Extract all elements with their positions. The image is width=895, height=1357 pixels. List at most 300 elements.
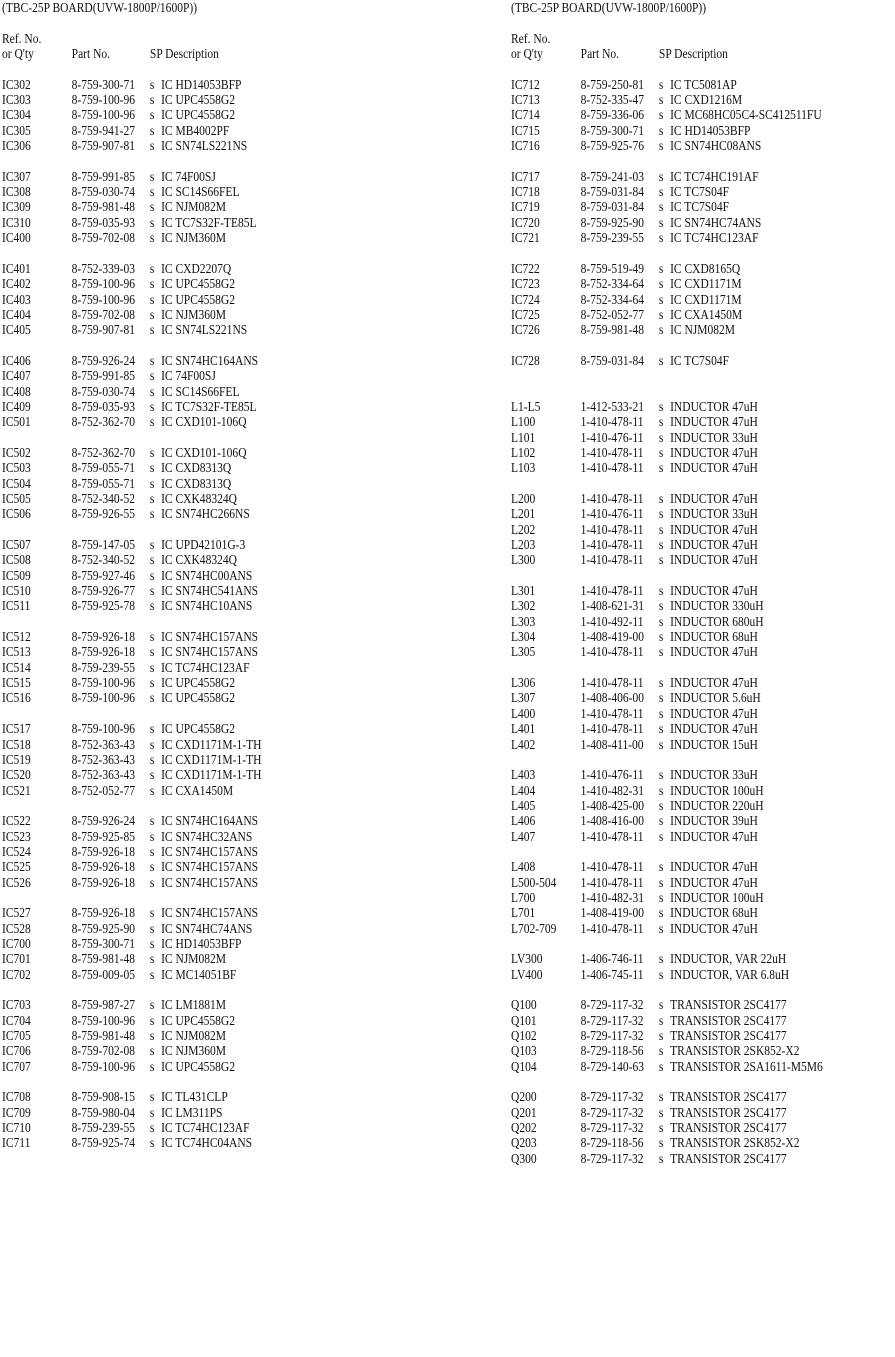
description: IC UPD42101G-3 (161, 537, 246, 553)
ref-no: L202 (511, 521, 536, 537)
description: IC CXD8313Q (161, 475, 232, 491)
part-no: 1-410-476-11 (580, 506, 644, 522)
part-no: 1-410-478-11 (580, 491, 644, 506)
ref-no: L1-L5 (511, 398, 541, 414)
ref-no: IC304 (2, 107, 31, 123)
parts-row (2, 460, 261, 475)
part-no: 8-759-030-74 (71, 383, 135, 399)
parts-row (2, 660, 261, 675)
sp-code: s (149, 1120, 155, 1136)
part-no: 1-410-478-11 (580, 859, 644, 875)
part-no: 8-759-941-27 (71, 122, 135, 138)
ref-no: Q200 (511, 1089, 537, 1105)
ref-no: L701 (511, 905, 536, 921)
part-no: 8-759-925-74 (71, 1135, 135, 1151)
part-no: 8-759-908-15 (71, 1089, 135, 1105)
description: INDUCTOR 47uH (670, 721, 758, 737)
sp-code: s (658, 813, 664, 829)
parts-row (2, 829, 261, 844)
sp-code: s (658, 598, 664, 614)
description: INDUCTOR 39uH (670, 813, 758, 829)
description: IC SN74HC541ANS (161, 583, 259, 599)
ref-no: L200 (511, 491, 536, 506)
sp-code: s (149, 506, 155, 522)
sp-code: s (658, 291, 664, 307)
part-no: 8-759-055-71 (71, 475, 135, 491)
sp-code: s (149, 721, 155, 737)
parts-row (2, 813, 261, 828)
spacer (2, 338, 304, 353)
spacer (511, 153, 873, 168)
sp-code: s (658, 629, 664, 645)
description: TRANSISTOR 2SC4177 (670, 1104, 787, 1120)
description: INDUCTOR 47uH (670, 398, 758, 414)
ref-no: IC715 (511, 122, 540, 138)
ref-no: IC516 (2, 690, 31, 706)
part-no: 8-759-926-77 (71, 583, 135, 599)
sp-code: s (149, 567, 155, 583)
parts-row (511, 1028, 823, 1043)
parts-row (511, 138, 823, 153)
description: IC MC14051BF (161, 966, 237, 982)
ref-no: IC709 (2, 1104, 31, 1120)
parts-row (511, 1135, 823, 1150)
parts-row (511, 583, 823, 598)
part-no: 8-759-981-48 (71, 1028, 135, 1044)
parts-row (511, 353, 823, 368)
sp-code: s (149, 1104, 155, 1120)
parts-row (511, 997, 823, 1012)
part-no: 8-759-147-05 (71, 537, 135, 553)
ref-no: IC515 (2, 675, 31, 691)
ref-no: L304 (511, 629, 536, 645)
sp-code: s (658, 1043, 664, 1059)
part-no: 8-759-100-96 (71, 291, 135, 307)
part-no: 8-759-250-81 (580, 76, 644, 92)
ref-no: L101 (511, 429, 536, 445)
ref-no: IC401 (2, 260, 31, 276)
ref-no: IC724 (511, 291, 540, 307)
description: IC NJM360M (161, 1043, 227, 1059)
parts-row (511, 399, 823, 414)
sp-code: s (658, 1104, 664, 1120)
ref-no: L403 (511, 767, 536, 783)
part-no: 8-759-980-04 (71, 1104, 135, 1120)
description: IC SN74HC266NS (161, 506, 250, 522)
sp-code: s (149, 736, 155, 752)
sp-code: s (149, 905, 155, 921)
sp-code: s (149, 76, 155, 92)
part-no: 8-752-334-64 (580, 276, 644, 292)
description: IC CXD1171M (670, 291, 742, 307)
description: IC SN74HC157ANS (161, 644, 259, 660)
part-no-heading: Part No. (580, 46, 620, 62)
parts-row (511, 1120, 823, 1135)
ref-no: IC711 (2, 1135, 31, 1151)
sp-code: s (149, 107, 155, 123)
part-no: 8-759-925-78 (71, 598, 135, 614)
description: IC SN74HC157ANS (161, 843, 259, 859)
description: INDUCTOR 47uH (670, 920, 758, 936)
spacer (511, 368, 873, 383)
parts-row (2, 997, 261, 1012)
description: INDUCTOR 220uH (670, 797, 764, 813)
sp-code: s (149, 1028, 155, 1044)
parts-row (511, 967, 823, 982)
parts-row (511, 1013, 823, 1028)
sp-code: s (149, 843, 155, 859)
qty-heading: or Q'ty (2, 46, 34, 62)
part-no: 8-729-117-32 (580, 1120, 644, 1136)
ref-no: Q102 (511, 1028, 537, 1044)
spacer (511, 660, 873, 675)
description: INDUCTOR 33uH (670, 429, 758, 445)
parts-row (2, 967, 261, 982)
sp-code: s (658, 1012, 664, 1028)
board-header-text: (TBC-25P BOARD(UVW-1800P/1600P)) (511, 0, 707, 15)
parts-row (2, 552, 261, 567)
part-no: 8-729-117-32 (580, 1028, 644, 1044)
spacer (511, 982, 873, 997)
part-no: 8-759-100-96 (71, 675, 135, 691)
parts-row (511, 951, 823, 966)
sp-code: s (149, 813, 155, 829)
ref-no: L201 (511, 506, 536, 522)
description: IC TC7S32F-TE85L (161, 214, 257, 230)
sp-code: s (149, 184, 155, 200)
ref-no: IC526 (2, 874, 31, 890)
description: INDUCTOR 47uH (670, 414, 758, 430)
ref-no: IC723 (511, 276, 540, 292)
sp-code: s (149, 460, 155, 476)
ref-no: Q201 (511, 1104, 537, 1120)
part-no: 8-759-925-90 (580, 214, 644, 230)
parts-row (511, 292, 823, 307)
part-no: 8-729-117-32 (580, 1104, 644, 1120)
description: IC SN74HC157ANS (161, 859, 259, 875)
ref-no: IC519 (2, 751, 31, 767)
board-header-text: (TBC-25P BOARD(UVW-1800P/1600P)) (2, 0, 198, 15)
part-no: 8-729-117-32 (580, 1150, 644, 1166)
part-no: 1-408-425-00 (580, 797, 644, 813)
description: INDUCTOR 68uH (670, 905, 758, 921)
sp-code: s (658, 552, 664, 568)
ref-no: IC513 (2, 644, 31, 660)
description: TRANSISTOR 2SC4177 (670, 1120, 787, 1136)
part-no: 8-759-035-93 (71, 398, 135, 414)
ref-no: IC522 (2, 813, 31, 829)
spacer (511, 476, 873, 491)
parts-row (2, 230, 261, 245)
description: TRANSISTOR 2SA1611-M5M6 (670, 1058, 823, 1074)
ref-no: IC707 (2, 1058, 31, 1074)
part-no: 1-410-478-11 (580, 521, 644, 537)
ref-no: L303 (511, 613, 536, 629)
part-no: 1-408-406-00 (580, 690, 644, 706)
ref-no: IC701 (2, 951, 31, 967)
part-no: 8-752-339-03 (71, 260, 135, 276)
sp-code: s (658, 1028, 664, 1044)
parts-row (511, 199, 823, 214)
description: INDUCTOR 680uH (670, 613, 764, 629)
description: IC NJM082M (670, 322, 736, 338)
sp-code: s (149, 260, 155, 276)
sp-code: s (658, 491, 664, 506)
sp-code: s (149, 352, 155, 368)
part-no: 8-759-702-08 (71, 230, 135, 246)
part-no: 8-759-009-05 (71, 966, 135, 982)
sp-code: s (149, 951, 155, 967)
description: INDUCTOR 100uH (670, 782, 764, 798)
part-no: 8-759-239-55 (71, 1120, 135, 1136)
ref-no: IC720 (511, 214, 540, 230)
ref-no: IC708 (2, 1089, 31, 1105)
description: IC CXA1450M (161, 782, 234, 798)
parts-row (511, 307, 823, 322)
sp-code: s (658, 322, 664, 338)
parts-row (2, 184, 261, 199)
ref-no: L404 (511, 782, 536, 798)
part-no: 1-410-478-11 (580, 583, 644, 599)
description: IC HD14053BFP (161, 76, 242, 92)
description: IC CXK48324Q (161, 552, 237, 568)
part-no: 8-759-300-71 (580, 122, 644, 138)
part-no: 8-759-100-96 (71, 276, 135, 292)
part-no: 8-759-100-96 (71, 1058, 135, 1074)
sp-code: s (658, 705, 664, 721)
ref-no: L307 (511, 690, 536, 706)
sp-code: s (149, 935, 155, 951)
parts-row (2, 1043, 261, 1058)
parts-row (511, 798, 823, 813)
sp-code: s (149, 444, 155, 460)
part-no: 8-752-363-43 (71, 736, 135, 752)
sp-description-heading: SP Description (149, 46, 219, 62)
description: IC SN74HC08ANS (670, 138, 762, 154)
sp-code: s (149, 276, 155, 292)
parts-row (2, 629, 261, 644)
parts-row (2, 1013, 261, 1028)
part-no: 1-408-621-31 (580, 598, 644, 614)
parts-row (2, 107, 261, 122)
ref-no: IC713 (511, 92, 540, 108)
spacer (511, 61, 873, 76)
spacer (511, 844, 873, 859)
parts-row (2, 1120, 261, 1135)
parts-row (511, 905, 823, 920)
parts-row (511, 537, 823, 552)
spacer (2, 246, 304, 261)
parts-row (2, 844, 261, 859)
ref-no: IC504 (2, 475, 31, 491)
sp-code: s (658, 92, 664, 108)
sp-code: s (149, 368, 155, 384)
ref-no: L100 (511, 414, 536, 430)
part-no: 8-752-052-77 (71, 782, 135, 798)
ref-no: IC527 (2, 905, 31, 921)
sp-code: s (658, 199, 664, 215)
part-no: 1-410-478-11 (580, 920, 644, 936)
description: IC LM1881M (161, 997, 227, 1013)
ref-no: L103 (511, 460, 536, 476)
ref-no: Q300 (511, 1150, 537, 1166)
spacer (511, 384, 873, 399)
part-no: 1-406-745-11 (580, 966, 644, 982)
ref-no: Q103 (511, 1043, 537, 1059)
description: INDUCTOR 33uH (670, 506, 758, 522)
sp-code: s (658, 797, 664, 813)
part-no: 8-759-035-93 (71, 214, 135, 230)
part-no: 8-752-340-52 (71, 491, 135, 506)
ref-no: L700 (511, 889, 536, 905)
sp-code: s (658, 920, 664, 936)
ref-no: L407 (511, 828, 536, 844)
spacer (2, 430, 304, 445)
sp-code: s (658, 767, 664, 783)
sp-code: s (658, 583, 664, 599)
sp-code: s (149, 828, 155, 844)
part-no: 1-410-482-31 (580, 889, 644, 905)
ref-no: L306 (511, 675, 536, 691)
parts-row (2, 568, 261, 583)
ref-no: Q203 (511, 1135, 537, 1151)
parts-row (2, 384, 261, 399)
description: INDUCTOR 47uH (670, 859, 758, 875)
ref-no: L302 (511, 598, 536, 614)
sp-code: s (658, 398, 664, 414)
ref-no: IC718 (511, 184, 540, 200)
ref-no: IC716 (511, 138, 540, 154)
description: INDUCTOR 68uH (670, 629, 758, 645)
ref-no: IC406 (2, 352, 31, 368)
ref-no: IC714 (511, 107, 540, 123)
sp-code: s (658, 613, 664, 629)
description: INDUCTOR 15uH (670, 736, 758, 752)
description: IC SN74LS221NS (161, 138, 248, 154)
description: IC TC74HC123AF (670, 230, 759, 246)
ref-no: IC525 (2, 859, 31, 875)
description: IC SC14S66FEL (161, 184, 240, 200)
part-no: 8-729-117-32 (580, 997, 644, 1013)
part-no: 8-759-987-27 (71, 997, 135, 1013)
description: INDUCTOR 100uH (670, 889, 764, 905)
description: IC CXK48324Q (161, 491, 237, 506)
sp-code: s (149, 1043, 155, 1059)
sp-code: s (658, 521, 664, 537)
parts-row (2, 737, 261, 752)
ref-no-heading: Ref. No. (2, 30, 42, 46)
sp-code: s (658, 214, 664, 230)
description: IC LM311PS (161, 1104, 223, 1120)
ref-no: L408 (511, 859, 536, 875)
column-header-row-1 (511, 31, 823, 46)
parts-row (511, 491, 823, 506)
ref-no: LV400 (511, 966, 543, 982)
parts-row (511, 767, 823, 782)
spacer (2, 61, 304, 76)
parts-row (511, 123, 823, 138)
parts-row (511, 921, 823, 936)
sp-code: s (658, 951, 664, 967)
ref-no: L405 (511, 797, 536, 813)
part-no: 8-759-981-48 (71, 951, 135, 967)
ref-no: IC509 (2, 567, 31, 583)
ref-no: IC528 (2, 920, 31, 936)
sp-code: s (658, 1089, 664, 1105)
ref-no: L203 (511, 537, 536, 553)
ref-no-heading: Ref. No. (511, 30, 551, 46)
right-parts-column (511, 0, 873, 1166)
sp-code: s (658, 414, 664, 430)
description: IC SN74HC164ANS (161, 352, 259, 368)
sp-code: s (149, 767, 155, 783)
spacer (511, 246, 873, 261)
sp-code: s (658, 1135, 664, 1151)
part-no: 8-759-241-03 (580, 168, 644, 184)
description: INDUCTOR, VAR 6.8uH (670, 966, 790, 982)
description: INDUCTOR 47uH (670, 444, 758, 460)
sp-code: s (658, 1120, 664, 1136)
parts-row (511, 629, 823, 644)
description: INDUCTOR 47uH (670, 537, 758, 553)
parts-row (2, 445, 261, 460)
parts-row (511, 1105, 823, 1120)
description: IC MC68HC05C4-SC412511FU (670, 107, 822, 123)
description: IC SN74HC10ANS (161, 598, 253, 614)
description: IC HD14053BFP (670, 122, 751, 138)
sp-code: s (658, 107, 664, 123)
part-no: 8-759-031-84 (580, 199, 644, 215)
part-no: 8-759-925-90 (71, 920, 135, 936)
sp-code: s (658, 889, 664, 905)
sp-code: s (658, 352, 664, 368)
ref-no: IC721 (511, 230, 540, 246)
ref-no: IC703 (2, 997, 31, 1013)
ref-no: IC512 (2, 629, 31, 645)
part-no: 8-759-239-55 (71, 659, 135, 675)
parts-row (511, 230, 823, 245)
description: INDUCTOR 47uH (670, 675, 758, 691)
part-no: 1-410-478-11 (580, 705, 644, 721)
ref-no: L301 (511, 583, 536, 599)
sp-code: s (658, 675, 664, 691)
sp-code: s (149, 997, 155, 1013)
sp-code: s (658, 874, 664, 890)
sp-code: s (658, 460, 664, 476)
parts-row (511, 859, 823, 874)
part-no: 8-759-702-08 (71, 1043, 135, 1059)
sp-code: s (149, 537, 155, 553)
left-parts-column (2, 0, 304, 1151)
description: IC UPC4558G2 (161, 276, 236, 292)
parts-row (2, 199, 261, 214)
description: IC CXD1216M (670, 92, 743, 108)
sp-code: s (658, 276, 664, 292)
parts-row (2, 476, 261, 491)
parts-row (511, 184, 823, 199)
ref-no: IC306 (2, 138, 31, 154)
ref-no: IC308 (2, 184, 31, 200)
parts-row (2, 598, 261, 613)
ref-no: L102 (511, 444, 536, 460)
sp-code: s (149, 92, 155, 108)
parts-row (2, 936, 261, 951)
sp-code: s (658, 260, 664, 276)
description: IC CXD1171M-1-TH (161, 736, 262, 752)
sp-code: s (658, 168, 664, 184)
ref-no: IC309 (2, 199, 31, 215)
description: IC SN74HC157ANS (161, 874, 259, 890)
